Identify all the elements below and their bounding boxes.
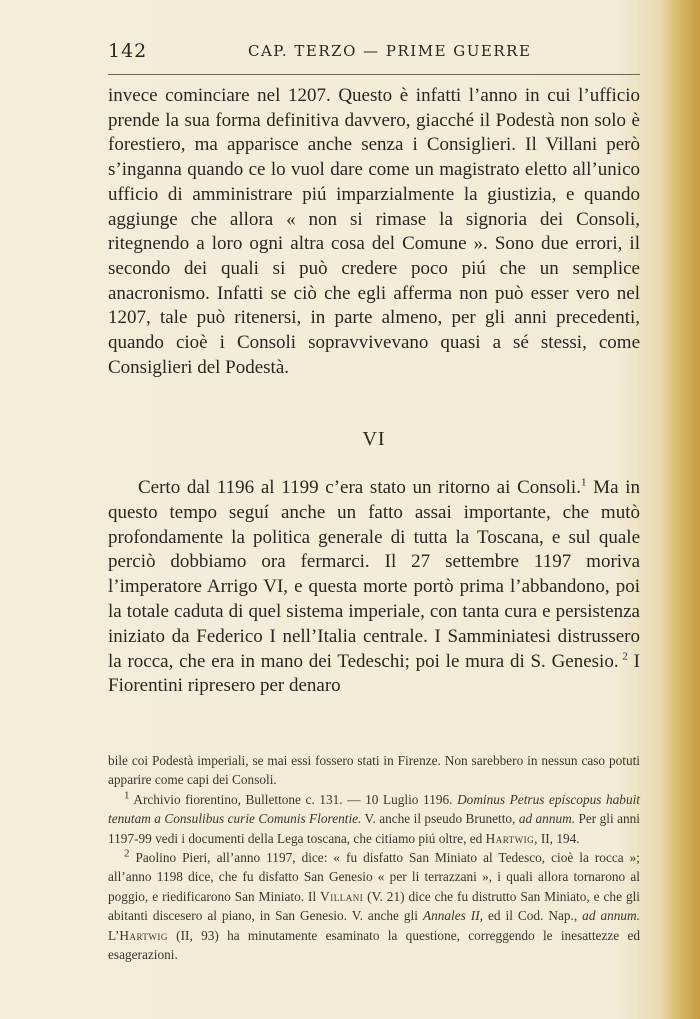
footnote-continuation: bile coi Podestà imperiali, se mai essi fossero stati in Firenze. Non sarebbero in nessun caso potuti apparire come capi dei Consoli. — [108, 753, 640, 788]
footnotes — [108, 751, 640, 964]
footnote-1-latin-quote: Dominus Petrus episcopus habuit tenutam a Consulibus curie Comunis Florentie. — [108, 791, 640, 827]
footnote-1-text-a: Archivio fiorentino, Bullettone c. 131. — 10 Luglio 1196. — [129, 791, 458, 807]
footnote-1 — [108, 790, 640, 848]
footnote-2-text-c: ed il Cod. Nap., — [482, 908, 583, 924]
paragraph-text-1: Certo dal 1196 al 1199 c’era stato un ritorno ai Consoli. — [138, 477, 581, 498]
footnote-2-text-d: L’ — [108, 927, 120, 943]
footnote-2-mark: 2 — [124, 847, 130, 860]
section-paragraph — [108, 476, 640, 699]
main-text-section — [108, 476, 640, 699]
footnote-2 — [108, 848, 640, 964]
footnote-1-author: Hartwig — [485, 830, 535, 846]
footnote-2-text-b: (V. 21) dice che fu distrutto San Miniato, e che gli abitanti discesero al piano, in San Genesio. V. anche gli — [108, 888, 640, 924]
main-text-top — [108, 84, 640, 380]
paragraph-text-3: I Fiorentini ripresero per denaro — [108, 650, 640, 697]
footnote-2-text-a: Paolino Pieri, all’anno 1197, dice: « fu disfatto San Miniato al Tedesco, cioè la rocca »; all’anno 1198 dice, che fu disfatto San Genesio « per li terrazzani », i quali allora tornarono al poggio, e riedificarono San Miniato. Il — [108, 850, 640, 904]
footnote-ref-1: 1 — [580, 476, 587, 489]
footnote-1-text-d: , II, 194. — [534, 830, 580, 846]
paragraph-text-2: Ma in questo tempo seguí anche un fatto assai importante, che mutò profondamente la politica generale di tutta la Toscana, e sul quale perciò dobbiamo ora fermarci. Il 27 settembre 1197 moriva l’imperatore Arrigo VI, e questa morte portò prima l’abbandono, poi la totale caduta di quel sistema imperiale, con tanta cura e persistenza iniziato da Federico I nell’Italia centrale. I Samminiatesi distrussero la rocca, che era in mano dei Tedeschi; poi le mura di S. Genesio. — [108, 477, 640, 672]
page-number: 142 — [108, 40, 148, 62]
footnote-1-text-b: V. anche il pseudo Brunetto, — [361, 811, 519, 827]
footnote-ref-2: 2 — [622, 650, 628, 663]
footnote-1-italic-b: ad annum. — [518, 811, 576, 827]
footnote-2-author-hartwig: Hartwig — [119, 927, 168, 943]
page-header — [108, 38, 640, 66]
header-rule — [108, 74, 640, 75]
footnote-2-author-villani: Villani — [320, 888, 364, 904]
footnote-2-italic-annales: Annales II, — [422, 908, 483, 924]
footnote-2-italic-ad-annum: ad annum. — [582, 908, 640, 924]
running-title: CAP. TERZO — PRIME GUERRE — [248, 42, 532, 60]
footnote-2-text-e: (II, 93) ha minutamente esaminato la questione, correggendo le inesattezze ed esagerazioni. — [108, 927, 640, 963]
section-heading: VI — [362, 428, 386, 450]
continuation-paragraph: invece cominciare nel 1207. Questo è infatti l’anno in cui l’ufficio prende la sua forma definitiva davvero, giacché il Podestà non solo è forestiero, ma apparisce anche senza i Consiglieri. Il Villani però s’inganna quando ce lo vuol dare come un magistrato eletto all’unico ufficio di amministrare piú imparzialmente la giustizia, e quando aggiunge che allora « non si rimase la signoria dei Consoli, ritegnendo a loro ogni altra cosa del Comune ». Sono due errori, il secondo dei quali si può credere poco piú che un semplice anacronismo. Infatti se ciò che egli afferma non può esser vero nel 1207, tale può ritenersi, in parte almeno, per gli anni precedenti, quando cioè i Consoli sopravvivevano quasi a sé stessi, come Consiglieri del Podestà. — [108, 85, 640, 378]
footnote-1-mark: 1 — [124, 789, 130, 802]
footnote-1-text-c: Per gli anni 1197-99 vedi i documenti della Lega toscana, che citiamo piú oltre, ed — [108, 811, 640, 846]
